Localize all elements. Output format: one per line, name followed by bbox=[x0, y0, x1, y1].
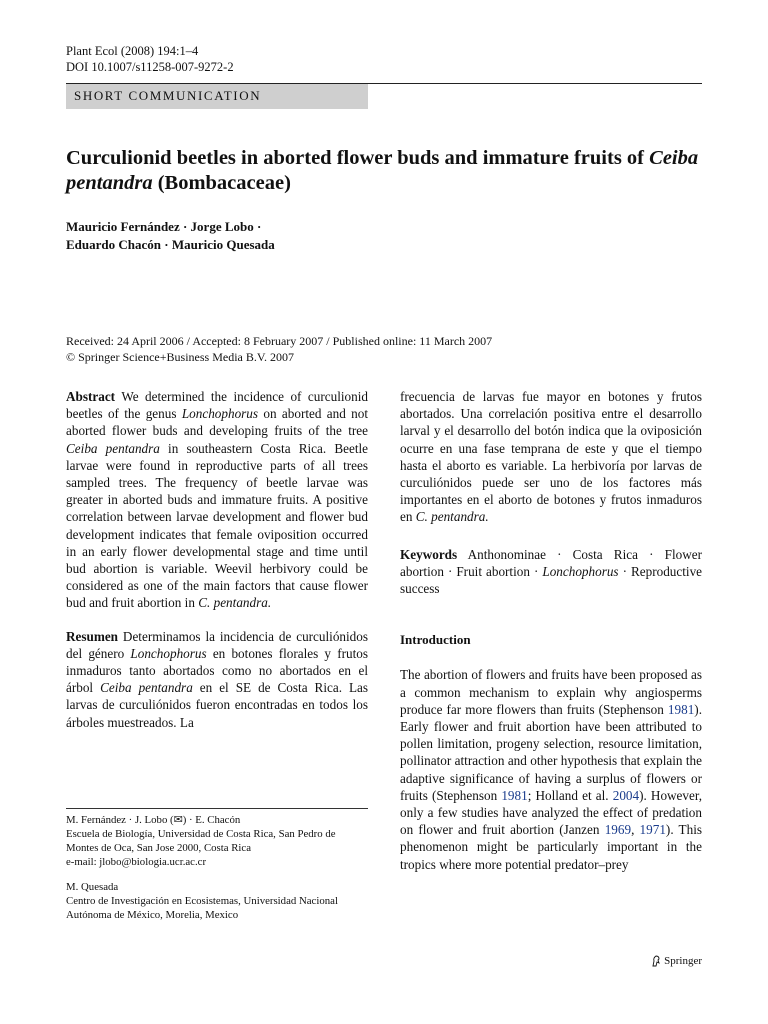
footnote-rule bbox=[66, 808, 368, 809]
journal-line: Plant Ecol (2008) 194:1–4 bbox=[66, 44, 199, 58]
resumen-continued bbox=[400, 388, 702, 526]
affiliation-authors: M. Quesada bbox=[66, 881, 119, 893]
keywords bbox=[400, 546, 702, 598]
abstract-text: We determined the incidence of curculionid beetles of the genus bbox=[66, 389, 368, 422]
doi-line: DOI 10.1007/s11258-007-9272-2 bbox=[66, 60, 234, 74]
publication-dates bbox=[66, 333, 492, 365]
resumen-species: Ceiba pentandra bbox=[100, 680, 193, 696]
citation-link[interactable]: 1981 bbox=[667, 701, 695, 717]
affiliation-2 bbox=[66, 880, 368, 922]
intro-text: ; Holland et al. bbox=[527, 787, 609, 803]
title-species: Ceiba pentandra bbox=[66, 147, 699, 194]
introduction-paragraph bbox=[400, 666, 702, 872]
intro-text: , bbox=[631, 822, 635, 838]
author-list bbox=[66, 218, 275, 254]
affiliations bbox=[66, 813, 368, 933]
section-heading-introduction: Introduction bbox=[400, 632, 471, 648]
intro-text: ). However, only a few studies have analyzed the effect of predation on flower and fruit abortion (Janzen bbox=[400, 787, 703, 838]
citation-link[interactable]: 1981 bbox=[501, 787, 528, 803]
article-title bbox=[66, 146, 706, 196]
publisher-name: Springer bbox=[664, 955, 702, 967]
left-column bbox=[66, 388, 368, 747]
abstract-text: on aborted and not aborted flower buds and developing fruits of the tree bbox=[66, 406, 369, 439]
title-part1: Curculionid beetles in aborted flower buds and immature fruits of bbox=[66, 147, 645, 169]
intro-text: ). This phenomenon might be particularly important in the tropics where more potential predator–prey bbox=[400, 822, 703, 872]
intro-text: ). Early flower and fruit abortion have been attributed to pollen limitation, progeny selection, resource limitation, pollinator attraction and other hypothesis that explain the adaptive significance of having a surplus of flowers or fruits (Stephenson bbox=[400, 701, 702, 803]
resumen-label: Resumen bbox=[66, 628, 119, 644]
journal-citation bbox=[66, 43, 234, 75]
resumen-text: en botones florales y frutos inmaduros tanto abortados como no abortados en el árbol bbox=[66, 645, 368, 696]
affiliation-1 bbox=[66, 813, 368, 869]
keyword-genus: Lonchophorus bbox=[542, 563, 619, 579]
keywords-label: Keywords bbox=[400, 546, 458, 562]
keywords-text: Anthonominae · Costa Rica · Flower abortion · Fruit abortion · bbox=[400, 546, 702, 579]
resumen-text: Determinamos la incidencia de curculiónidos del género bbox=[66, 628, 369, 661]
section-tag bbox=[66, 84, 368, 109]
intro-text: The abortion of flowers and fruits have been proposed as a common mechanism to explain why angiosperms produce far more flowers than fruits (Stephenson bbox=[400, 667, 702, 717]
resumen-text: frecuencia de larvas fue mayor en botones y frutos abortados. Una correlación positiva entre el desarrollo larval y el desarrollo del botón indica que la oviposición ocurre en una fase temprana de este y que el tiempo hasta el aborto es variable. La herbivoría por larvas de curculiónidos puede ser uno de los factores más importantes en el aborto de botones y frutos inmaduros en bbox=[400, 389, 702, 525]
corresponding-email[interactable]: e-mail: jlobo@biologia.ucr.ac.cr bbox=[66, 856, 207, 868]
abstract-genus: Lonchophorus bbox=[181, 406, 259, 422]
right-column bbox=[400, 388, 702, 889]
resumen-text: en el SE de Costa Rica. Las larvas de curculiónidos fueron encontradas en todos los árboles muestreados. La bbox=[66, 680, 369, 730]
resumen-species-short: C. pentandra. bbox=[415, 509, 489, 525]
citation-link[interactable]: 2004 bbox=[612, 787, 640, 803]
author-line-1: Mauricio Fernández · Jorge Lobo · bbox=[66, 219, 262, 234]
affiliation-institution: Escuela de Biología, Universidad de Costa Rica, San Pedro de Montes de Oca, San Jose 2000, Costa Rica bbox=[66, 828, 336, 854]
citation-link[interactable]: 1969 bbox=[604, 822, 632, 838]
resumen bbox=[66, 628, 368, 731]
citation-link[interactable]: 1971 bbox=[639, 822, 666, 838]
abstract-label: Abstract bbox=[66, 389, 116, 404]
springer-horse-icon bbox=[651, 955, 661, 967]
dates-line: Received: 24 April 2006 / Accepted: 8 February 2007 / Published online: 11 March 2007 bbox=[66, 334, 493, 348]
abstract-species: Ceiba pentandra bbox=[66, 440, 160, 456]
title-part2: (Bombacaceae) bbox=[157, 172, 291, 194]
abstract-species-short: C. pentandra. bbox=[198, 595, 272, 611]
resumen-genus: Lonchophorus bbox=[130, 645, 207, 661]
keywords-text: · Reproductive success bbox=[400, 563, 703, 597]
affiliation-authors: M. Fernández · J. Lobo (✉) · E. Chacón bbox=[66, 814, 241, 826]
affiliation-institution: Centro de Investigación en Ecosistemas, Universidad Nacional Autónoma de México, Morelia, Mexico bbox=[66, 895, 338, 921]
section-tag-label: SHORT COMMUNICATION bbox=[74, 88, 262, 103]
author-line-2: Eduardo Chacón · Mauricio Quesada bbox=[66, 237, 275, 252]
publisher-mark bbox=[651, 955, 702, 967]
abstract bbox=[66, 388, 368, 612]
abstract-text: in southeastern Costa Rica. Beetle larvae were found in reproductive parts of all trees sampled trees. The frequency of beetle larvae was greater in aborted buds and immature fruits. A positive correlation between larvae development and flower bud development indicates that female oviposition occurred in an early flower developmental stage and time until bud abortion is variable. Weevil herbivory could be considered as one of the main factors that cause flower bud and fruit abortion in bbox=[66, 440, 368, 611]
copyright-line: © Springer Science+Business Media B.V. 2007 bbox=[66, 350, 294, 364]
